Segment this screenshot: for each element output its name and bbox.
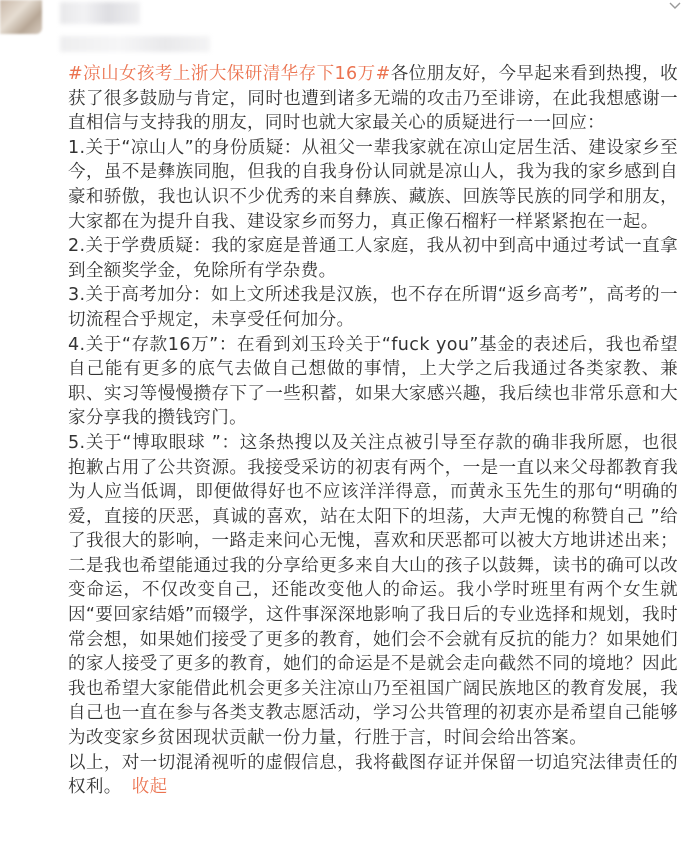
topic-link[interactable]: #凉山女孩考上浙大保研清华存下16万# [68,64,391,84]
avatar-icon[interactable] [0,0,42,34]
post-header [0,0,691,60]
post-intro-paragraph [68,62,678,136]
paragraph-text: 以上，对一切混淆视听的虚假信息，我将截图存证并保留一切追究法律责任的权利。 [68,752,678,798]
post-meta-blurred [60,36,210,52]
post-paragraph: 2.关于学费质疑：我的家庭是普通工人家庭，我从初中到高中通过考试一直拿到全额奖学金，免除所有学杂费。 [68,236,678,281]
post-paragraph: 1.关于“凉山人”的身份质疑：从祖父一辈我家就在凉山定居生活、建设家乡至今，虽不是彝族同胞，但我的自我身份认同就是凉山人，我为我的家乡感到自豪和骄傲，我也认识不少优秀的来自彝族、藏族、回族等民族的同学和朋友，大家都在为提升自我、建设家乡而努力，真正像石榴籽一样紧紧抱在一起。 [68,137,678,232]
username-blurred[interactable] [60,2,140,24]
paragraph-text: 各位朋友好，今早起来看到热搜，收获了很多鼓励与肯定，同时也遭到诸多无端的攻击乃至诽谤，在此我想感谢一直相信与支持我的朋友，同时也就大家最关心的质疑进行一一回应： [68,64,678,134]
post-paragraph: 4.关于“存款16万”：在看到刘玉玲关于“fuck you”基金的表述后，我也希望自己能有更多的底气去做自己想做的事情，上大学之后我通过各类家教、兼职、实习等慢慢攒存下了一些积蓄，如果大家感兴趣，我后续也非常乐意和大家分享我的攒钱窍门。 [68,334,678,429]
chevron-down-icon[interactable] [665,0,685,12]
collapse-button[interactable]: 收起 [131,777,168,798]
post-paragraph: 5.关于“博取眼球 ”：这条热搜以及关注点被引导至存款的确非我所愿，也很抱歉占用了公共资源。我接受采访的初衷有两个，一是一直以来父母都教育我为人应当低调，即便做得好也不应该洋洋得意，而黄永玉先生的那句“明确的爱，直接的厌恶，真诚的喜欢，站在太阳下的坦荡，大声无愧的称赞自己 ”给了我很大的影响，一路走来问心无愧，喜欢和厌恶都可以被大方地讲述出来；二是我也希望能通过我的分享给更多来自大山的孩子以鼓舞，读书的确可以改变命运，不仅改变自己，还能改变他人的命运。我小学时班里有两个女生就因“要回家结婚”而辍学，这件事深深地影响了我日后的专业选择和规划，我时常会想，如果她们接受了更多的教育，她们会不会就有反抗的能力？如果她们的家人接受了更多的教育，她们的命运是不是就会走向截然不同的境地？因此我也希望大家能借此机会更多关注凉山乃至祖国广阔民族地区的教育发展，我自己也一直在参与各类支教志愿活动，学习公共管理的初衷亦是希望自己能够为改变家乡贫困现状贡献一份力量，行胜于言，时间会给出答案。 [68,432,678,749]
post-paragraph: 3.关于高考加分：如上文所述我是汉族，也不存在所谓“返乡高考”，高考的一切流程合乎规定，未享受任何加分。 [68,285,678,330]
post-body [68,62,678,800]
post-closing-paragraph [68,751,678,800]
